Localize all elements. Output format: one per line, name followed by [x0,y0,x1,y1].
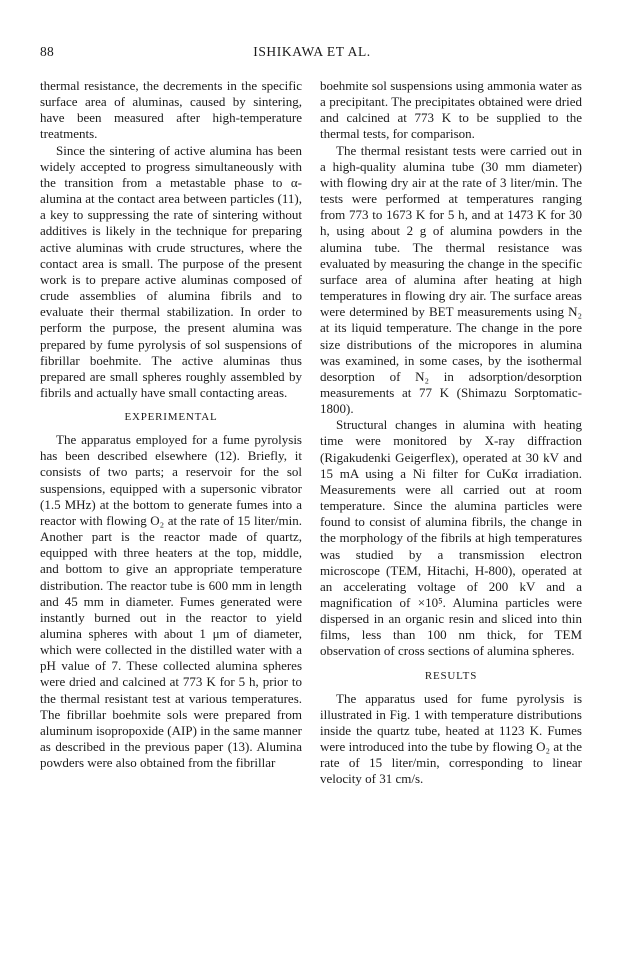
paragraph: boehmite sol suspensions using ammonia water as a precipitant. The precipitates obtained were dried and calcined at 773 K to be supplied to the thermal tests, for comparison. [320,78,582,142]
paragraph: The apparatus employed for a fume pyrolysis has been described elsewhere (12). Briefly, it consists of two parts; a reservoir for the sol suspensions, equipped with a supersonic vibrator (1.5 MHz) at the bottom to generate fumes into a reactor with flowing O₂ at the rate of 15 liter/min. Another part is the reactor made of quartz, equipped with three heaters at the top, middle, and bottom to give an appropriate temperature distribution. The reactor tube is 600 mm in length and 45 mm in diameter. Fumes generated were instantly burned out in the reactor to yield alumina spheres with about 1 μm of diameter, which were collected in the distilled water with a pH value of 7. These collected alumina spheres were dried and calcined at 773 K for 5 h, prior to the thermal resistant test at various temperatures. The fibrillar boehmite sols were prepared from aluminum isopropoxide (AIP) in the same manner as described in the previous paper (13). Alumina powders were also obtained from the fibrillar [40,432,302,771]
paragraph: The apparatus used for fume pyrolysis is illustrated in Fig. 1 with temperature distributions inside the quartz tube, heated at 1123 K. Fumes were introduced into the tube by flowing O₂ at the rate of 15 liter/min, corresponding to linear velocity of 31 cm/s. [320,690,582,787]
left-column [40,78,302,771]
paragraph: Since the sintering of active alumina has been widely accepted to progress simultaneously with the transition from a metastable phase to α-alumina at the contact area between particles (11), a key to suppressing the rate of sintering without additives is likely in the technique for preparing active aluminas with crude structures, where the contact area is small. The purpose of the present work is to prepare active aluminas composed of crude assemblies of alumina fibrils and to evaluate their thermal stabilization. In order to perform the purpose, the present alumina was prepared by fume pyrolysis of sol suspensions of fibrillar boehmite. The active aluminas thus prepared are small spheres roughly assembled by fibrils and actually have small contacting areas. [40,142,302,400]
paragraph: Structural changes in alumina with heating time were monitored by X-ray diffraction (Rigakudenki Geigerflex), operated at 30 kV and 15 mA using a Ni filter for CuKα irradiation. Measurements were all carried out at room temperature. Since the alumina particles were found to consist of alumina fibrils, the change in the morphology of the fibrils at high temperatures was studied by a transmission electron microscope (TEM, Hitachi, H-800), operated at an accelerating voltage of 200 kV and a magnification of ×10⁵. Alumina particles were dispersed in an organic resin and sliced into thin films, less than 100 nm thick, for TEM observation of cross sections of alumina spheres. [320,417,582,659]
running-header-authors: ISHIKAWA ET AL. [253,44,371,59]
body-columns [40,78,594,918]
section-heading-results: RESULTS [424,669,478,682]
paragraph: The thermal resistant tests were carried out in a high-quality alumina tube (30 mm diameter) with flowing dry air at the rate of 3 liter/min. The tests were performed at temperatures ranging from 773 to 1673 K for 5 h, and at 1473 K for 30 h, using about 2 g of alumina powders in the alumina tube. The thermal resistance was evaluated by measuring the change in the specific surface area of alumina after heating at high temperatures in flowing dry air. The surface areas were determined by BET measurements using N₂ at its liquid temperature. The change in the pore size distributions of the micropores in alumina was examined, in some cases, by the isothermal desorption of N₂ in adsorption/desorption measurements at 77 K (Shimazu Sorptomatic-1800). [320,142,582,417]
right-column [320,78,582,788]
paragraph: thermal resistance, the decrements in the specific surface area of aluminas, caused by sintering, have been measured after high-temperature treatments. [40,78,302,142]
running-head [40,44,584,64]
section-heading-experimental: EXPERIMENTAL [124,411,218,424]
page-number: 88 [40,44,54,59]
